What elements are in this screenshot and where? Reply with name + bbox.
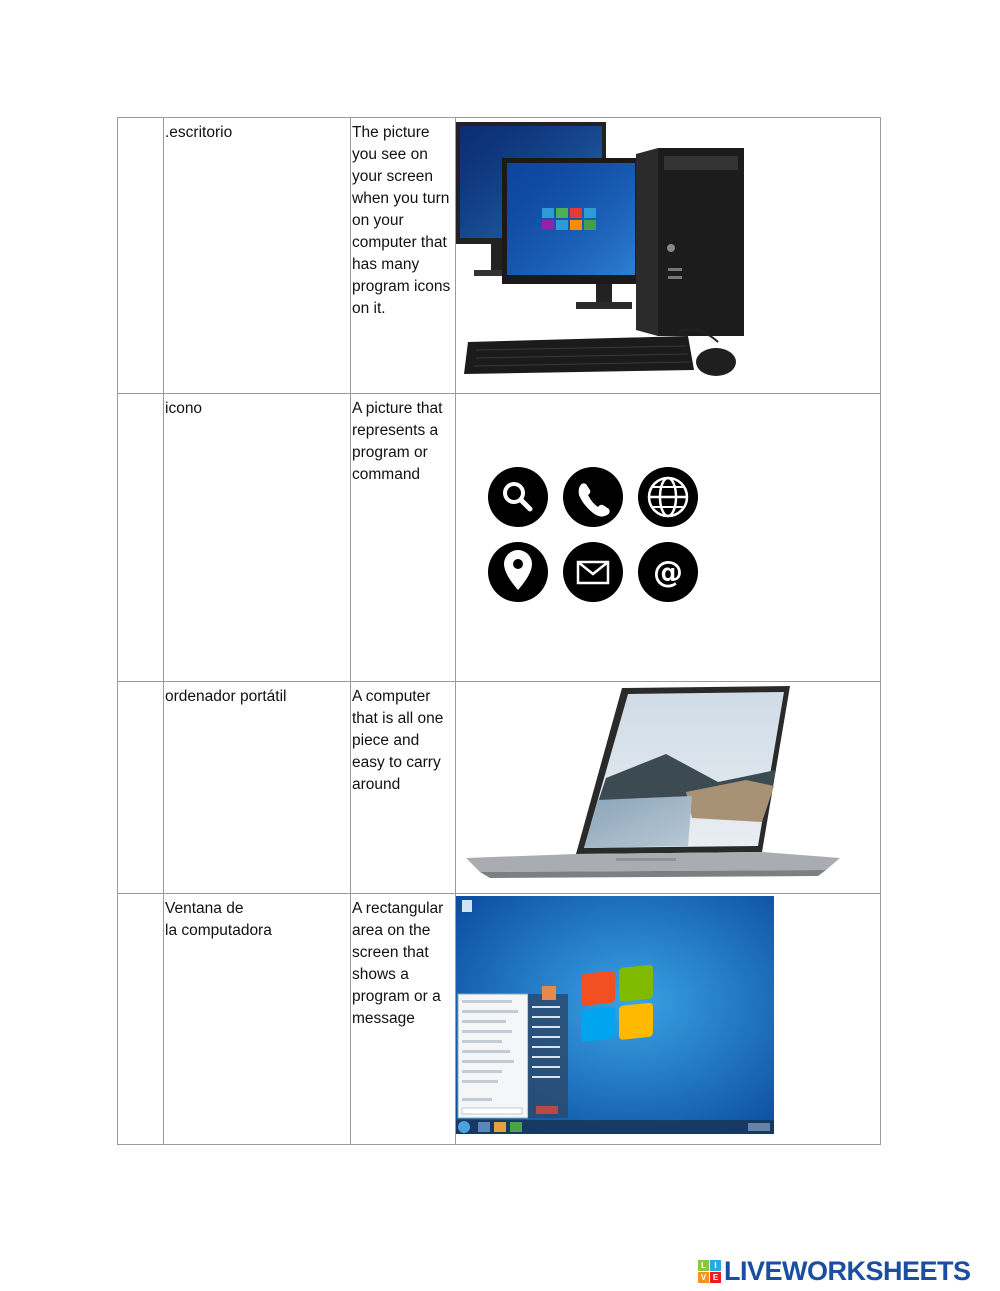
liveworksheets-logo: [698, 1257, 971, 1285]
location-pin-icon: [488, 542, 548, 602]
number-cell: [118, 682, 164, 894]
search-icon: [488, 467, 548, 527]
desktop-computer-image: [456, 118, 880, 390]
table-row: [118, 394, 881, 682]
windows-screen-image: [456, 894, 880, 1140]
logo-letter: E: [710, 1272, 721, 1283]
icons-image: [456, 394, 880, 680]
term-text: Ventana de la computadora: [165, 900, 272, 939]
table-row: [118, 682, 881, 894]
logo-letter: I: [710, 1260, 721, 1271]
number-cell: [118, 118, 164, 394]
term-cell: [164, 682, 351, 894]
number-cell: [118, 394, 164, 682]
definition-cell: [351, 682, 456, 894]
definition-cell: [351, 394, 456, 682]
term-cell: [164, 394, 351, 682]
definition-text: A rectangular area on the screen that shows a program or a message: [352, 900, 444, 1027]
logo-letter: L: [698, 1260, 709, 1271]
mail-icon: [563, 542, 623, 602]
term-cell: [164, 894, 351, 1145]
definition-cell: [351, 118, 456, 394]
logo-letter-boxes: [698, 1260, 721, 1283]
picture-cell: [456, 394, 881, 682]
picture-cell: [456, 118, 881, 394]
phone-icon: [563, 467, 623, 527]
definition-text: A computer that is all one piece and easy to carry around: [352, 688, 444, 793]
term-text: ordenador portátil: [165, 688, 287, 705]
globe-icon: [638, 467, 698, 527]
picture-cell: [456, 894, 881, 1145]
table-row: [118, 894, 881, 1145]
definition-cell: [351, 894, 456, 1145]
vocabulary-table: [117, 117, 881, 1145]
definition-text: The picture you see on your screen when you turn on your computer that has many program icons on it.: [352, 124, 451, 317]
logo-letter: V: [698, 1272, 709, 1283]
term-text: .escritorio: [165, 124, 233, 141]
term-cell: [164, 118, 351, 394]
definition-text: A picture that represents a program or command: [352, 400, 443, 483]
picture-cell: [456, 682, 881, 894]
term-text: icono: [165, 400, 203, 417]
laptop-image: [456, 682, 880, 892]
at-sign-icon: [638, 542, 698, 602]
number-cell: [118, 894, 164, 1145]
table-row: [118, 118, 881, 394]
svg-text:@: @: [653, 555, 683, 590]
logo-text: LIVEWORKSHEETS: [724, 1255, 971, 1286]
